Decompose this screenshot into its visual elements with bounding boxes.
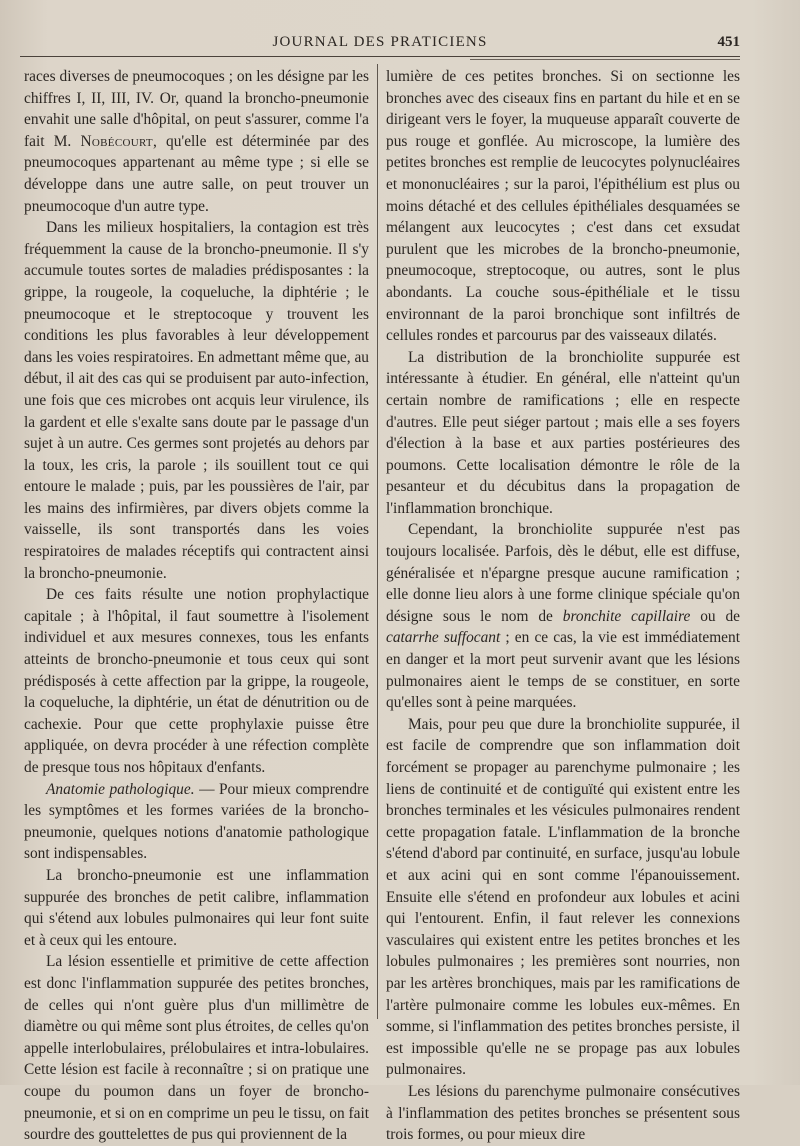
paragraph: La lésion essentielle et primitive de cette affection est donc l'inflammation suppurée des petites bronches, de celles qui n'ont guère plus d'un millimètre de diamètre ou qui même sont plus étroites, de celles qu'on appelle interlobulaires, prélobulaires et intra-lobulaires. Cette lésion est facile à reconnaître ; si on pratique une coupe du poumon dans un foyer de broncho-pneumonie, et si on en comprime un peu le tissu, on fait sourdre des gouttelettes de pus qui proviennent de la <box>24 953 369 1144</box>
left-column <box>24 66 369 1146</box>
paragraph: De ces faits résulte une notion prophylactique capitale ; à l'hôpital, il faut soumettre à l'isolement individuel et aux mesures connexes, tous les enfants atteints de broncho-pneumonie et tous ceux qui sont prédisposés à cette affection par la grippe, la rougeole, la coqueluche, la diphtérie, un état de dénutrition ou de cachexie. Pour que cette prophylaxie puisse être appliquée, on devra procéder à une réfection complète de presque tous nos hôpitaux d'enfants. <box>24 586 369 776</box>
paragraph: lumière de ces petites bronches. Si on sectionne les bronches avec des ciseaux fins en partant du hile et en se dirigeant vers le foyer, la muqueuse apparaît couverte de pus rouge et gonflée. Au microscope, la lumière des petites bronches est remplie de leucocytes polynucléaires et mononucléaires ; sur la paroi, l'épithélium est plus ou moins détaché et des cellules épithéliales desquamées se mélangent aux leucocytes ; c'est dans cet exsudat purulent que les microbes de la broncho-pneumonie, pneumocoque, streptocoque, ou autres, sont le plus abondants. La couche sous-épithéliale et le tissu environnant de la paroi bronchique sont infiltrés de cellules rondes et parcourus par des vaisseaux dilatés. <box>386 68 740 345</box>
column-divider <box>377 64 378 1019</box>
text-run: , qu'elle est déterminée par des pneumocoques appartenant au même type ; si elle se développe dans une autre salle, on peut trouver un pneumocoque d'un autre type. <box>24 132 369 215</box>
page-number: 451 <box>717 34 740 50</box>
paragraph: Les lésions du parenchyme pulmonaire consécutives à l'inflammation des petites bronches se présentent sous trois formes, ou pour mieux dire <box>386 1082 740 1144</box>
paragraph: La broncho-pneumonie est une inflammation suppurée des bronches de petit calibre, inflammation qui s'étend aux lobules pulmonaires qui leur font suite et à ceux qui les entoure. <box>24 866 369 949</box>
text-run: races diverses de pneumocoques ; on les désigne par les chiffres I, II, III, IV. Or, quand la broncho-pneumonie envahit une salle d'hôpital, on peut s'assurer, comme l'a fait M. <box>24 68 369 150</box>
term-italic: bronchite capillaire <box>562 607 691 625</box>
journal-title: JOURNAL DES PRATICIENS <box>272 34 488 50</box>
text-run: — Pour mieux comprendre les symptômes et les formes variées de la broncho-pneumonie, quelques notions d'anatomie pathologique sont indispensables. <box>24 780 369 863</box>
section-heading: Anatomie pathologique. <box>46 780 195 798</box>
running-header <box>20 34 740 57</box>
paragraph: Mais, pour peu que dure la bronchiolite suppurée, il est facile de comprendre que son inflammation doit forcément se propager au parenchyme pulmonaire ; les liens de continuité et de contiguïté qui existent entre les bronches terminales et les vésicules pulmonaires rendent cette propagation fatale. L'inflammation de la bronche s'étend d'abord par continuité, en surface, jusqu'au lobule et aux acini qui en sont comme l'épanouissement. Ensuite elle s'étend en profondeur aux lobules et acini qui l'entourent. Enfin, il faut relever les connexions vasculaires qui existent entre les petites bronches et les lobules pulmonaires ; les premières sont nourries, non par les artères bronchiques, mais par les ramifications de l'artère pulmonaire comme les lobules eux-mêmes. En somme, si l'inflammation des petites bronches persiste, il est impossible qu'elle ne se propage pas aux lobules pulmonaires. <box>386 715 740 1079</box>
text-run: ou de <box>690 607 740 625</box>
text-run: Cependant, la bronchiolite suppurée n'est pas toujours localisée. Parfois, dès le début, elle est diffuse, généralisée et n'épargne presque aucune ramification ; elle donne lieu alors à une forme clinique spéciale qu'on désigne sous le nom de <box>386 521 740 625</box>
paragraph <box>386 519 740 713</box>
author-name: Nobécourt <box>80 132 153 150</box>
paragraph <box>24 66 369 217</box>
paragraph: Dans les milieux hospitaliers, la contagion est très fréquemment la cause de la broncho-pneumonie. Il s'y accumule toutes sortes de maladies prédisposantes : la grippe, la rougeole, la coqueluche, la diphtérie ; le pneumocoque et le streptocoque y trouvent les conditions les plus favorables à leur développement dans les voies respiratoires. En admettant même que, au début, il ait des cas qui se produisent par auto-infection, une fois que ces microbes ont acquis leur virulence, ils la gardent et elle s'exalte sans doute par le passage d'un sujet à un autre. Ces germes sont projetés au dehors par la toux, les cris, la parole ; ils souillent tout ce qui entoure le malade ; puis, par les poussières de l'air, par les mains des infirmières, par divers objets comme la vaisselle, ils sont transportés dans les voies respiratoires de malades réceptifs qui contractent ainsi la broncho-pneumonie. <box>24 219 369 582</box>
header-rule <box>470 59 740 60</box>
paragraph <box>24 779 369 865</box>
paragraph: La distribution de la bronchiolite suppurée est intéressante à étudier. En général, elle n'atteint qu'un certain nombre de ramifications ; elle en respecte d'autres. Elle peut siéger partout ; mais elle a ses foyers d'élection à la base et aux parties postérieures des poumons. Cette localisation démontre le rôle de la pesanteur et du décubitus dans la propagation de l'inflammation bronchique. <box>386 348 740 517</box>
text-run: ; en ce cas, la vie est immédiatement en danger et la mort peut survenir avant que les lésions pulmonaires aient le temps de se constituer, en sorte qu'elles sont à peine marquées. <box>386 629 740 712</box>
right-column <box>386 66 740 1146</box>
term-italic: catarrhe suffocant <box>386 629 501 647</box>
